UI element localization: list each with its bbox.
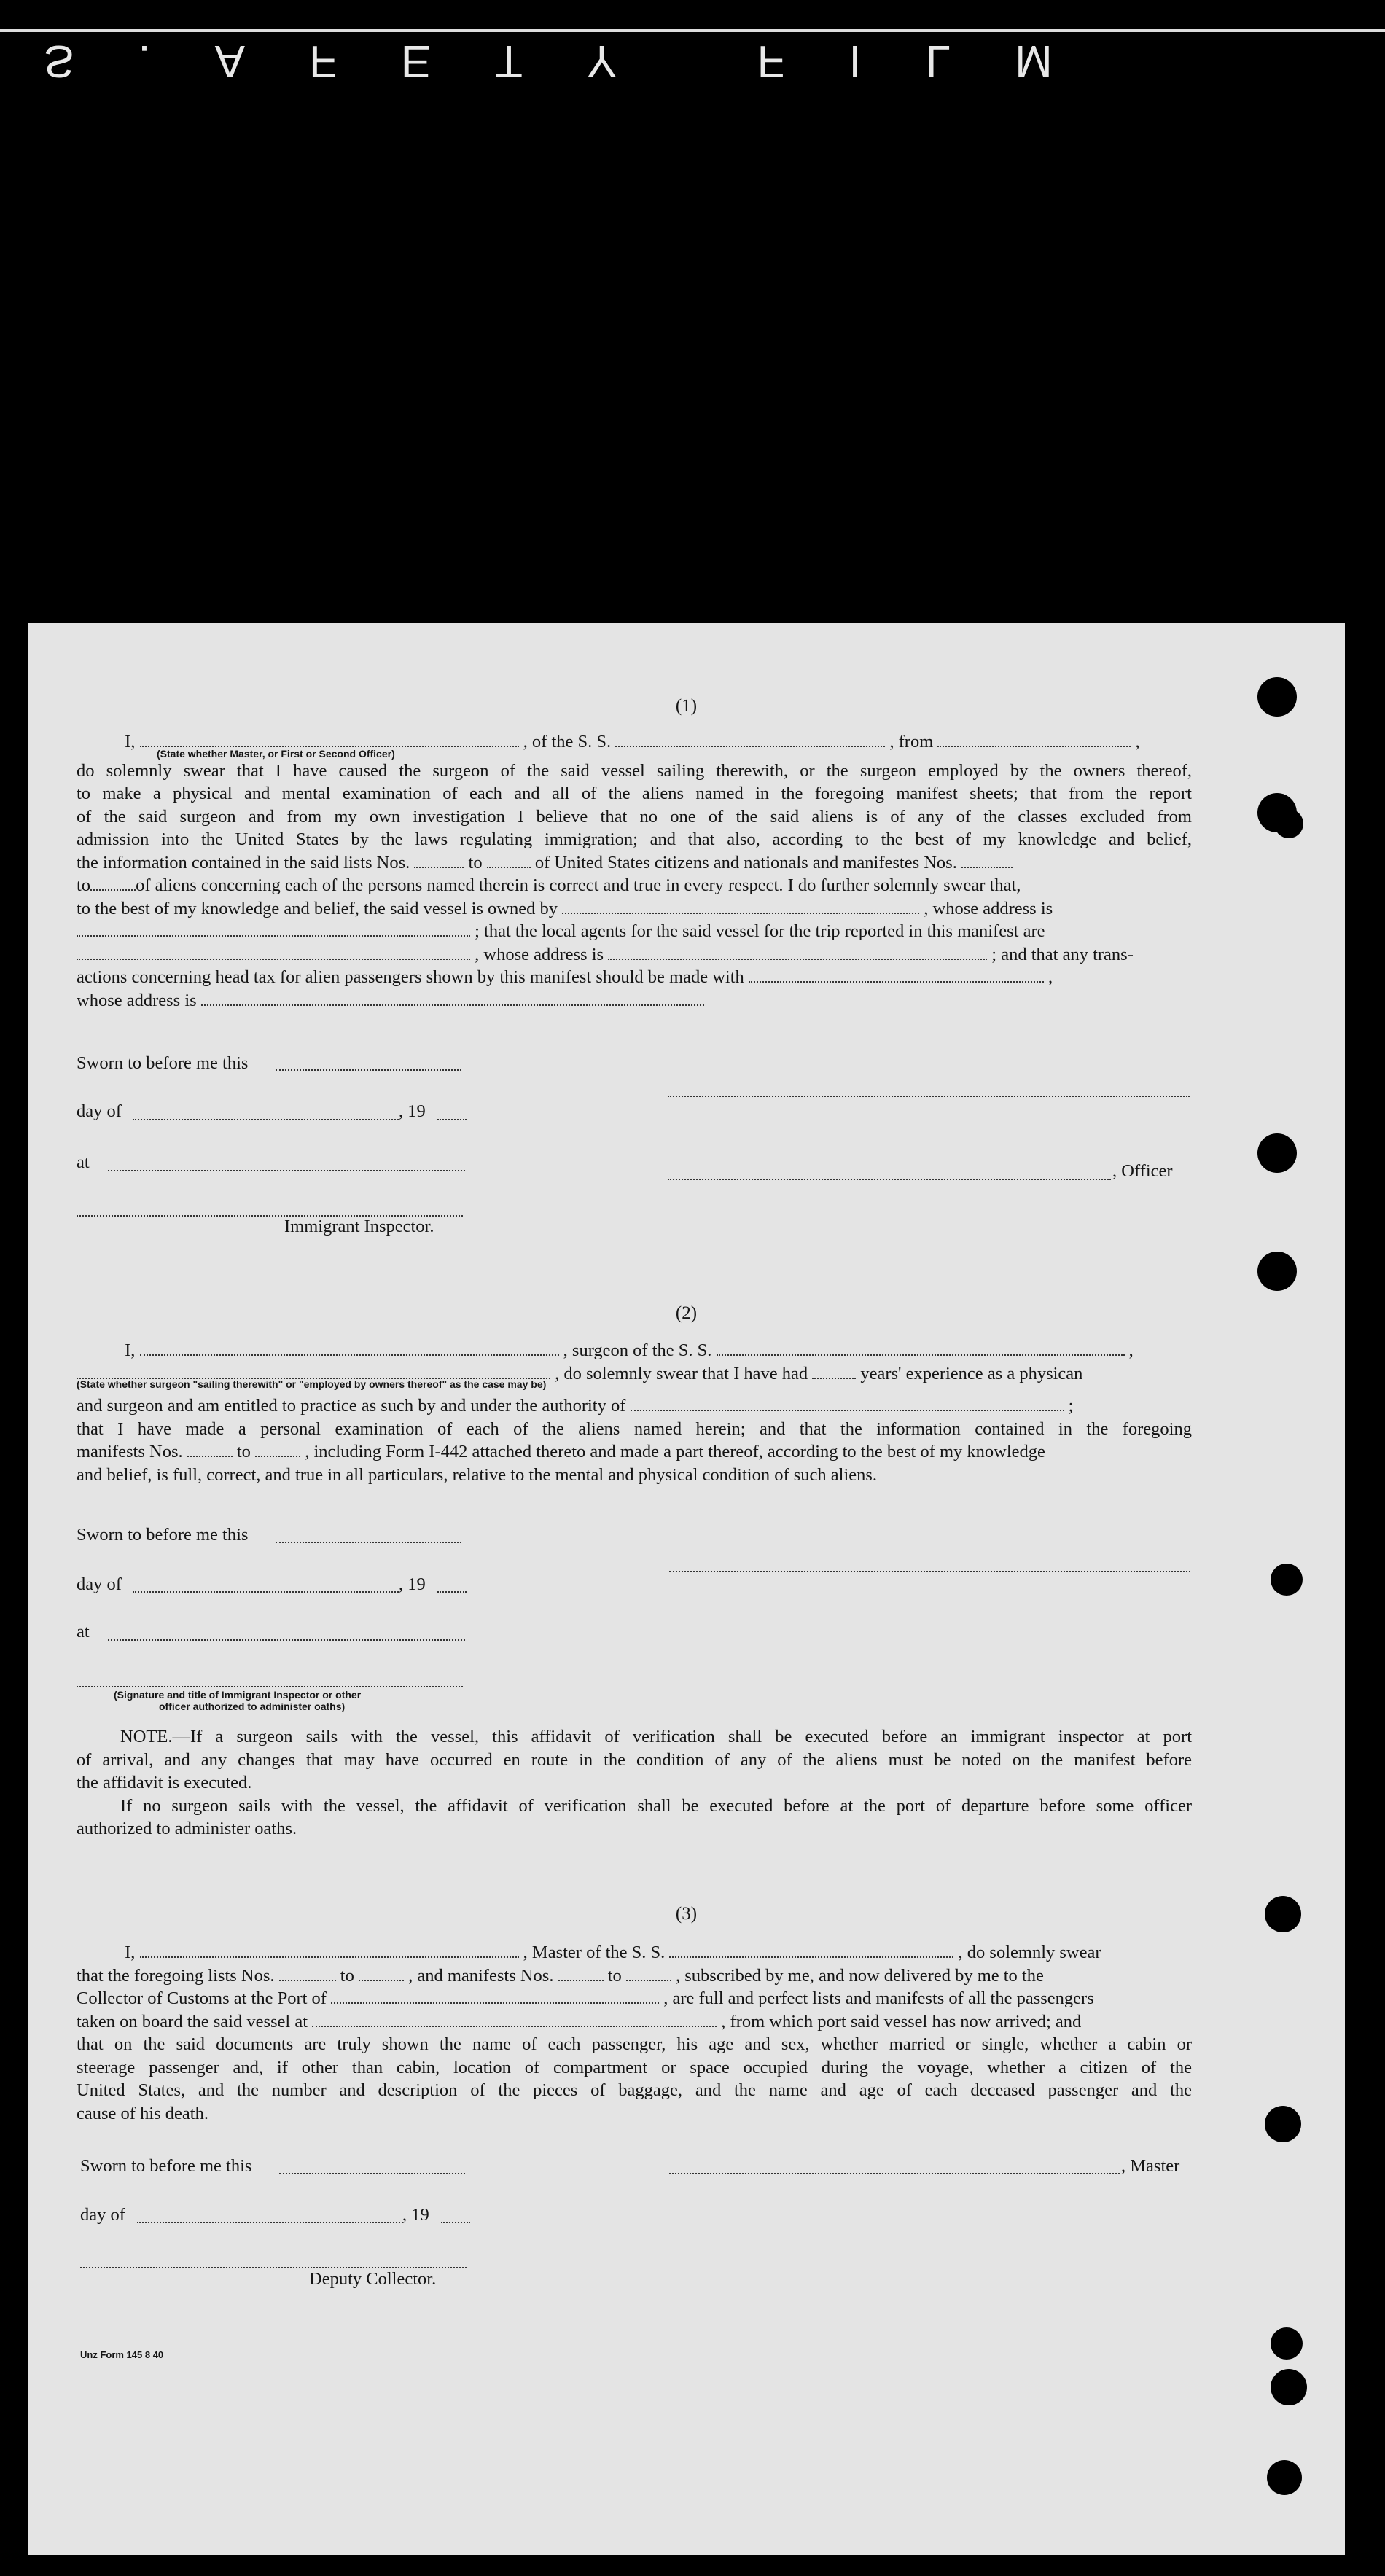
master-signature-field[interactable] (669, 2173, 1120, 2174)
place-field-1[interactable] (108, 1170, 465, 1171)
master-label: , Master (1121, 2156, 1180, 2176)
sworn-label-1: Sworn to before me this (77, 1053, 249, 1073)
at-label-2: at (77, 1622, 90, 1642)
administering-officer-signature-field[interactable] (77, 1686, 463, 1687)
punch-hole (1274, 809, 1303, 838)
section-1-aliens-line: to of aliens concerning each of the persons named therein is correct and true in every respect. I do further solemnly swear that, (77, 875, 1021, 895)
section-1-number: (1) (675, 696, 698, 716)
immigrant-inspector-label: Immigrant Inspector. (284, 1217, 434, 1236)
section-1-body-line: admission into the United States by the laws regulating immigration; and that also, according to the best of my knowledge and belief, (77, 830, 1192, 849)
year-label-1: , 19 (399, 1101, 426, 1121)
vessel-name-field[interactable] (615, 731, 885, 747)
master-vessel-field[interactable] (669, 1942, 953, 1958)
lists-to-field[interactable] (487, 852, 531, 868)
oath-pronoun: I, (125, 732, 136, 752)
punch-hole (1271, 2327, 1303, 2360)
note-paragraph-1-line: the affidavit is executed. (77, 1773, 252, 1792)
punch-hole (1257, 1133, 1297, 1173)
master-name-field[interactable] (140, 1942, 519, 1958)
place-field-2[interactable] (108, 1639, 465, 1641)
section-3-body-line: that on the said documents are truly shown the name of each passenger, his age and sex, whether married or single, whether a cabin or (77, 2034, 1192, 2054)
note-paragraph-1-line: of arrival, and any changes that may have occurred en route in the condition of any of the aliens must be noted on the manifest before (77, 1749, 1192, 1770)
note-paragraph-2-line: authorized to administer oaths. (77, 1819, 297, 1838)
section-3-number: (3) (675, 1904, 698, 1924)
from-label: , from (889, 732, 934, 752)
film-edge-line (0, 29, 1385, 32)
punch-hole (1267, 2460, 1302, 2495)
surgeon-employment-field[interactable] (77, 1363, 550, 1379)
years-experience-field[interactable] (812, 1363, 856, 1379)
surgeon-status-note: (State whether surgeon "sailing therewith" or "employed by owners thereof" as the case may be) (77, 1378, 547, 1390)
document-page (28, 623, 1345, 2555)
punch-hole (1271, 2369, 1307, 2405)
head-tax-agent-address-field[interactable] (201, 990, 704, 1006)
head-tax-agent-field[interactable] (749, 967, 1044, 983)
embarkation-port-field[interactable] (312, 2011, 717, 2027)
day-field-3[interactable] (137, 2222, 403, 2223)
section-1-body-line: to make a physical and mental examination of each and all of the aliens named in the foregoing manifest sheets; that from the report (77, 784, 1192, 803)
master-lists-from-field[interactable] (279, 1965, 336, 1981)
section-3-line-1: I, , Master of the S. S. , do solemnly swear (125, 1943, 1101, 1962)
section-3-line-4: taken on board the said vessel at , from which port said vessel has now arrived; and (77, 2011, 1082, 2031)
officer-rank-note: (State whether Master, or First or Second Officer) (157, 747, 395, 760)
officer-signature-field-1[interactable] (668, 1096, 1190, 1097)
section-1-body-line: of the said surgeon and from my own investigation I believe that no one of the said aliens is of any of the classes excluded from (77, 806, 1192, 827)
practice-authority-field[interactable] (631, 1395, 1064, 1411)
section-2-line-2: , do solemnly swear that I have had years' experience as a physican (77, 1362, 1192, 1386)
section-2-number: (2) (675, 1303, 698, 1323)
punch-hole (1271, 1564, 1303, 1596)
sworn-date-field-1[interactable] (276, 1069, 461, 1071)
day-field-1[interactable] (133, 1119, 399, 1120)
lists-from-field[interactable] (414, 852, 464, 868)
master-manifests-to-field[interactable] (626, 1965, 671, 1981)
year-field-3[interactable] (441, 2222, 470, 2223)
vessel-owner-field[interactable] (562, 898, 919, 914)
departure-port-field[interactable] (937, 731, 1131, 747)
section-2-body-line: and belief, is full, correct, and true in all particulars, relative to the mental and physical condition of such aliens. (77, 1464, 878, 1485)
officer-name-field[interactable] (140, 731, 519, 747)
section-1-owner-line: to the best of my knowledge and belief, the said vessel is owned by , whose address is (77, 898, 1053, 918)
deputy-collector-signature-field[interactable] (80, 2267, 467, 2268)
agents-address-field[interactable] (608, 944, 987, 960)
sworn-label-3: Sworn to before me this (80, 2156, 252, 2176)
section-2-line-5: manifests Nos. to , including Form I-442 attached thereto and made a part thereof, according to the best of my knowledge (77, 1442, 1045, 1461)
sworn-label-2: Sworn to before me this (77, 1525, 249, 1545)
signature-title-note: (Signature and title of Immigrant Inspector or other officer authorized to administer oaths) (114, 1689, 362, 1712)
manifests-from-field[interactable] (961, 852, 1013, 868)
section-1-agent-address-line: , whose address is ; and that any trans- (77, 943, 1192, 967)
year-label-2: , 19 (399, 1574, 426, 1594)
year-field-1[interactable] (437, 1119, 467, 1120)
section-1-body-line: do solemnly swear that I have caused the surgeon of the said vessel sailing therewith, or the surgeon employed by the owners thereof, (77, 760, 1192, 781)
manifests-to-field[interactable] (90, 875, 136, 891)
surgeon-signature-field[interactable] (669, 1571, 1190, 1572)
section-2-body-line: that I have made a personal examination of each of the aliens named herein; and that the information contained in the foregoing (77, 1418, 1192, 1439)
customs-port-field[interactable] (331, 1988, 659, 2004)
year-label-3: , 19 (402, 2205, 429, 2225)
sworn-date-field-2[interactable] (276, 1542, 461, 1543)
day-label-2: day of (77, 1574, 122, 1594)
section-3-body-line: cause of his death. (77, 2103, 208, 2123)
section-2-line-1: I, , surgeon of the S. S. , (125, 1340, 1134, 1360)
verification-note (77, 1725, 1192, 1841)
surgeon-manifests-from-field[interactable] (187, 1441, 233, 1457)
officer-label: , Officer (1112, 1161, 1173, 1181)
master-lists-to-field[interactable] (359, 1965, 404, 1981)
section-2-line-3: and surgeon and am entitled to practice as such by and under the authority of ; (77, 1396, 1074, 1416)
section-3-line-3: Collector of Customs at the Port of , are full and perfect lists and manifests of all the passengers (77, 1988, 1094, 2008)
day-field-2[interactable] (133, 1591, 399, 1593)
deputy-collector-label: Deputy Collector. (309, 2269, 437, 2289)
section-3-body-line: steerage passenger and, if other than cabin, location of compartment or space occupied during the voyage, whether a citizen of the (77, 2057, 1192, 2077)
surgeon-vessel-field[interactable] (717, 1340, 1125, 1356)
section-1-whose-line: whose address is (77, 989, 1192, 1012)
section-1-agents-line: ; that the local agents for the said vessel for the trip reported in this manifest are (77, 920, 1192, 943)
section-3-text (77, 1941, 1192, 2125)
at-label-1: at (77, 1152, 90, 1172)
sworn-date-field-3[interactable] (279, 2173, 465, 2174)
form-number: Unz Form 145 8 40 (80, 2349, 164, 2360)
officer-title-field-1[interactable] (668, 1179, 1111, 1180)
surgeon-name-field[interactable] (140, 1340, 559, 1356)
master-manifests-from-field[interactable] (558, 1965, 604, 1981)
section-3-body-line: United States, and the number and description of the pieces of baggage, and the name and age of each deceased passenger and the (77, 2080, 1192, 2100)
owner-address-field[interactable] (77, 921, 470, 937)
section-1-lists-line: the information contained in the said lists Nos. to of United States citizens and nationals and manifestes Nos. (77, 851, 1192, 875)
section-1-head-tax-line: actions concerning head tax for alien passengers shown by this manifest should be made with , (77, 967, 1053, 987)
year-field-2[interactable] (437, 1591, 467, 1593)
day-label-1: day of (77, 1101, 122, 1121)
surgeon-manifests-to-field[interactable] (255, 1441, 300, 1457)
section-2-text (77, 1339, 1192, 1486)
film-strip (0, 0, 1385, 86)
punch-hole (1265, 2106, 1301, 2142)
section-3-line-2: that the foregoing lists Nos. to , and manifests Nos. to , subscribed by me, and now delivered by me to the (77, 1965, 1044, 1986)
section-1-text (77, 730, 1192, 1012)
section-1-line-1: I, , of the S. S. , from , (125, 732, 1140, 752)
local-agents-field[interactable] (77, 944, 470, 960)
note-paragraph-2-line: If no surgeon sails with the vessel, the affidavit of verification shall be executed before at the port of departure before some officer (120, 1795, 1192, 1816)
vessel-label: , of the S. S. (523, 732, 612, 752)
note-paragraph-1-line: NOTE.—If a surgeon sails with the vessel, this affidavit of verification shall be executed before an immigrant inspector at port (120, 1727, 1192, 1746)
film-edge-text: S.AFETY FILM (44, 36, 1117, 86)
punch-hole (1257, 1252, 1297, 1291)
day-label-3: day of (80, 2205, 125, 2225)
